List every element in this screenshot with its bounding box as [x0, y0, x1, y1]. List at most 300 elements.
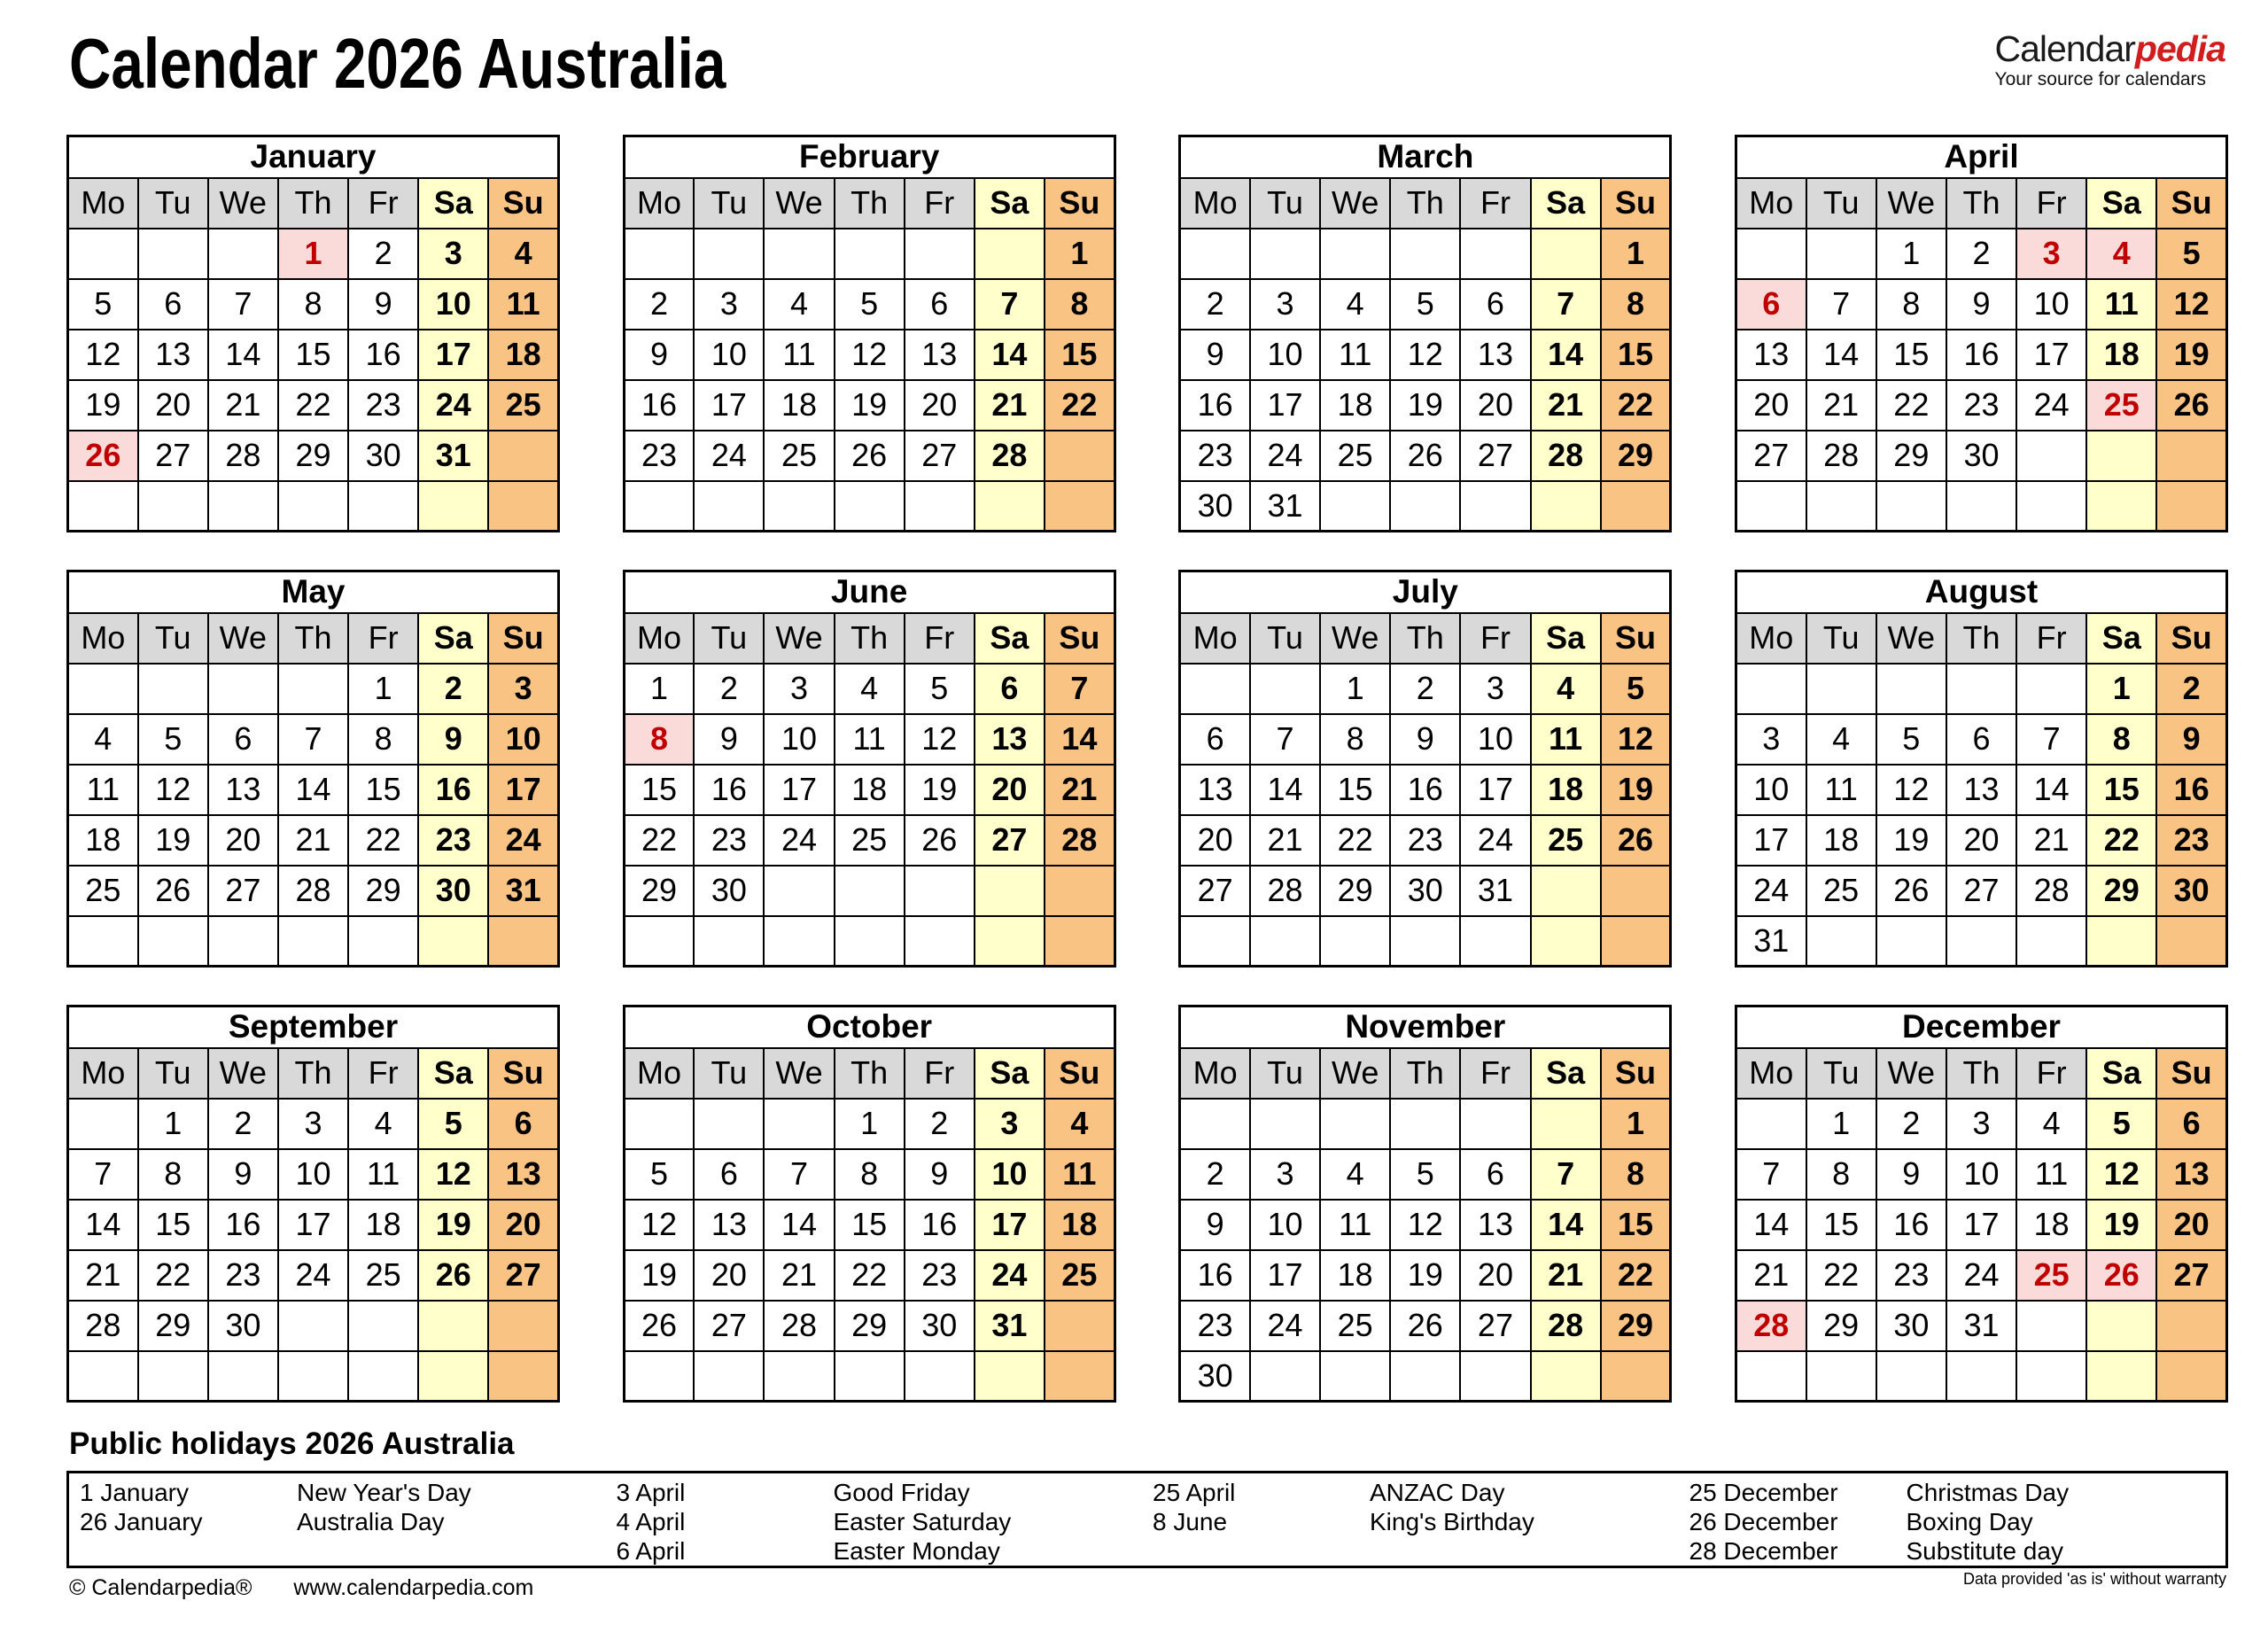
day-cell: 23	[1390, 815, 1460, 866]
day-cell: 2	[2156, 664, 2226, 714]
weekday-header-th: Th	[835, 613, 905, 664]
day-cell	[1601, 1351, 1671, 1402]
day-cell: 3	[1946, 1099, 2016, 1149]
day-cell: 26	[1876, 866, 1946, 916]
day-cell: 29	[1601, 431, 1671, 481]
day-cell: 1	[1876, 229, 1946, 279]
day-cell: 27	[1180, 866, 1250, 916]
day-cell: 11	[1320, 1200, 1390, 1250]
day-cell: 18	[488, 330, 558, 380]
day-cell: 28	[1045, 815, 1115, 866]
weekday-header-mo: Mo	[624, 178, 694, 229]
holiday-date: 1 January	[80, 1479, 189, 1506]
day-cell: 7	[1250, 714, 1320, 765]
day-cell	[1320, 1099, 1390, 1149]
day-cell: 5	[1390, 279, 1460, 330]
day-cell: 9	[694, 714, 764, 765]
day-cell	[1531, 1351, 1601, 1402]
day-cell: 12	[68, 330, 138, 380]
day-cell: 22	[624, 815, 694, 866]
day-cell	[278, 664, 348, 714]
day-cell: 8	[1876, 279, 1946, 330]
day-cell	[1045, 431, 1115, 481]
day-cell: 22	[835, 1250, 905, 1301]
day-cell: 7	[278, 714, 348, 765]
day-cell: 5	[2086, 1099, 2156, 1149]
day-cell: 10	[1250, 330, 1320, 380]
day-cell	[1736, 229, 1806, 279]
day-cell: 10	[418, 279, 488, 330]
weekday-header-fr: Fr	[348, 1048, 418, 1099]
holiday-name: Christmas Day	[1906, 1479, 2070, 1506]
day-cell: 8	[624, 714, 694, 765]
day-cell: 19	[2086, 1200, 2156, 1250]
day-cell	[1250, 916, 1320, 967]
day-cell: 4	[1531, 664, 1601, 714]
day-cell: 18	[1320, 1250, 1390, 1301]
weekday-header-sa: Sa	[2086, 178, 2156, 229]
day-cell: 19	[624, 1250, 694, 1301]
day-cell: 25	[1320, 431, 1390, 481]
weekday-header-tu: Tu	[138, 1048, 208, 1099]
day-cell: 4	[1806, 714, 1876, 765]
day-cell: 19	[1390, 380, 1460, 431]
day-cell: 4	[1045, 1099, 1115, 1149]
day-cell: 14	[1531, 330, 1601, 380]
day-cell	[348, 916, 418, 967]
day-cell: 3	[1250, 279, 1320, 330]
day-cell: 21	[2016, 815, 2086, 866]
day-cell: 16	[418, 765, 488, 815]
day-cell: 16	[1946, 330, 2016, 380]
day-cell: 11	[1806, 765, 1876, 815]
day-cell: 31	[1250, 481, 1320, 532]
day-cell: 31	[975, 1301, 1045, 1351]
weekday-header-fr: Fr	[1460, 178, 1530, 229]
day-cell: 30	[418, 866, 488, 916]
day-cell: 2	[348, 229, 418, 279]
day-cell: 1	[278, 229, 348, 279]
day-cell	[1876, 481, 1946, 532]
day-cell: 18	[2016, 1200, 2086, 1250]
day-cell: 25	[2016, 1250, 2086, 1301]
day-cell: 20	[905, 380, 975, 431]
month-october	[623, 1005, 1116, 1403]
day-cell: 15	[1876, 330, 1946, 380]
day-cell: 22	[278, 380, 348, 431]
day-cell: 8	[348, 714, 418, 765]
day-cell: 13	[1946, 765, 2016, 815]
day-cell: 18	[1320, 380, 1390, 431]
day-cell: 19	[1601, 765, 1671, 815]
weekday-header-we: We	[1320, 1048, 1390, 1099]
day-cell: 4	[488, 229, 558, 279]
day-cell: 25	[835, 815, 905, 866]
day-cell	[418, 1351, 488, 1402]
day-cell: 13	[138, 330, 208, 380]
weekday-header-we: We	[208, 178, 278, 229]
day-cell: 15	[835, 1200, 905, 1250]
day-cell: 9	[2156, 714, 2226, 765]
day-cell: 19	[138, 815, 208, 866]
day-cell: 3	[694, 279, 764, 330]
day-cell: 20	[1736, 380, 1806, 431]
day-cell	[1460, 1099, 1530, 1149]
day-cell: 18	[1531, 765, 1601, 815]
weekday-header-tu: Tu	[1250, 1048, 1320, 1099]
day-cell: 25	[68, 866, 138, 916]
weekday-header-su: Su	[488, 1048, 558, 1099]
day-cell: 3	[975, 1099, 1045, 1149]
holiday-column	[1689, 1478, 2226, 1566]
month-november	[1178, 1005, 1672, 1403]
day-cell: 18	[68, 815, 138, 866]
day-cell	[1531, 481, 1601, 532]
weekday-header-mo: Mo	[68, 178, 138, 229]
day-cell: 23	[905, 1250, 975, 1301]
months-grid	[66, 135, 2228, 1403]
day-cell: 22	[2086, 815, 2156, 866]
day-cell: 1	[1601, 1099, 1671, 1149]
day-cell: 30	[1180, 481, 1250, 532]
holidays-box	[66, 1471, 2228, 1568]
weekday-header-tu: Tu	[138, 178, 208, 229]
month-title: January	[68, 136, 559, 178]
weekday-header-we: We	[1320, 613, 1390, 664]
weekday-header-su: Su	[1601, 1048, 1671, 1099]
day-cell	[694, 1099, 764, 1149]
day-cell	[764, 481, 834, 532]
day-cell	[1320, 1351, 1390, 1402]
day-cell	[1460, 916, 1530, 967]
month-january	[66, 135, 560, 532]
day-cell: 26	[624, 1301, 694, 1351]
day-cell: 29	[2086, 866, 2156, 916]
day-cell: 31	[418, 431, 488, 481]
day-cell: 6	[2156, 1099, 2226, 1149]
weekday-header-we: We	[764, 178, 834, 229]
day-cell: 22	[348, 815, 418, 866]
day-cell	[68, 1099, 138, 1149]
day-cell: 8	[1806, 1149, 1876, 1200]
day-cell	[208, 1351, 278, 1402]
month-title: June	[624, 571, 1115, 613]
day-cell: 18	[348, 1200, 418, 1250]
day-cell: 12	[1390, 1200, 1460, 1250]
day-cell: 14	[764, 1200, 834, 1250]
day-cell: 16	[2156, 765, 2226, 815]
day-cell	[2016, 481, 2086, 532]
day-cell	[835, 1351, 905, 1402]
day-cell	[1045, 1301, 1115, 1351]
day-cell: 30	[905, 1301, 975, 1351]
weekday-header-mo: Mo	[1736, 178, 1806, 229]
day-cell: 10	[1460, 714, 1530, 765]
day-cell: 22	[138, 1250, 208, 1301]
day-cell: 5	[1601, 664, 1671, 714]
weekday-header-we: We	[208, 1048, 278, 1099]
day-cell: 5	[905, 664, 975, 714]
day-cell: 24	[764, 815, 834, 866]
day-cell	[1946, 481, 2016, 532]
holiday-date: 26 December	[1689, 1508, 1838, 1535]
day-cell: 30	[1946, 431, 2016, 481]
day-cell: 5	[835, 279, 905, 330]
day-cell: 5	[624, 1149, 694, 1200]
day-cell	[835, 229, 905, 279]
day-cell: 24	[2016, 380, 2086, 431]
day-cell	[208, 481, 278, 532]
day-cell: 18	[1045, 1200, 1115, 1250]
day-cell	[418, 481, 488, 532]
day-cell: 18	[764, 380, 834, 431]
day-cell: 9	[1180, 330, 1250, 380]
day-cell: 12	[418, 1149, 488, 1200]
day-cell: 15	[1045, 330, 1115, 380]
day-cell	[1946, 1351, 2016, 1402]
day-cell: 5	[1876, 714, 1946, 765]
day-cell	[278, 1301, 348, 1351]
weekday-header-mo: Mo	[1736, 1048, 1806, 1099]
day-cell: 14	[208, 330, 278, 380]
weekday-header-su: Su	[1045, 178, 1115, 229]
day-cell	[1601, 866, 1671, 916]
month-title: December	[1736, 1007, 2226, 1048]
day-cell: 21	[1250, 815, 1320, 866]
day-cell: 22	[1320, 815, 1390, 866]
day-cell: 30	[208, 1301, 278, 1351]
day-cell: 14	[1806, 330, 1876, 380]
day-cell	[1045, 916, 1115, 967]
day-cell: 1	[2086, 664, 2156, 714]
day-cell	[208, 664, 278, 714]
logo-tagline: Your source for calendars	[1994, 69, 2207, 90]
day-cell: 29	[278, 431, 348, 481]
month-may	[66, 570, 560, 968]
day-cell: 15	[1320, 765, 1390, 815]
disclaimer-text: Data provided 'as is' without warranty	[1962, 1570, 2226, 1588]
weekday-header-mo: Mo	[1180, 1048, 1250, 1099]
day-cell: 16	[694, 765, 764, 815]
day-cell: 21	[208, 380, 278, 431]
day-cell	[1876, 916, 1946, 967]
month-april	[1735, 135, 2228, 532]
day-cell: 18	[2086, 330, 2156, 380]
month-title: July	[1180, 571, 1671, 613]
day-cell: 20	[488, 1200, 558, 1250]
day-cell	[68, 1351, 138, 1402]
day-cell: 26	[1390, 1301, 1460, 1351]
month-title: November	[1180, 1007, 1671, 1048]
day-cell: 21	[1531, 1250, 1601, 1301]
day-cell: 24	[278, 1250, 348, 1301]
day-cell	[624, 481, 694, 532]
weekday-header-th: Th	[1946, 613, 2016, 664]
day-cell: 31	[488, 866, 558, 916]
day-cell: 27	[488, 1250, 558, 1301]
day-cell: 13	[694, 1200, 764, 1250]
day-cell: 7	[208, 279, 278, 330]
weekday-header-tu: Tu	[1250, 178, 1320, 229]
month-title: February	[624, 136, 1115, 178]
day-cell: 10	[2016, 279, 2086, 330]
day-cell: 19	[835, 380, 905, 431]
day-cell: 4	[764, 279, 834, 330]
website-link[interactable]: www.calendarpedia.com	[293, 1575, 534, 1600]
holiday-date: 3 April	[616, 1479, 686, 1506]
day-cell: 27	[905, 431, 975, 481]
day-cell	[1045, 1351, 1115, 1402]
weekday-header-tu: Tu	[694, 613, 764, 664]
month-september	[66, 1005, 560, 1403]
day-cell: 30	[1876, 1301, 1946, 1351]
day-cell: 7	[764, 1149, 834, 1200]
month-june	[623, 570, 1116, 968]
day-cell: 24	[418, 380, 488, 431]
day-cell: 3	[278, 1099, 348, 1149]
weekday-header-sa: Sa	[975, 1048, 1045, 1099]
day-cell: 17	[418, 330, 488, 380]
day-cell: 28	[764, 1301, 834, 1351]
day-cell: 2	[905, 1099, 975, 1149]
day-cell	[624, 229, 694, 279]
weekday-header-we: We	[1876, 178, 1946, 229]
day-cell: 19	[905, 765, 975, 815]
holiday-column	[1153, 1478, 1689, 1566]
weekday-header-mo: Mo	[624, 1048, 694, 1099]
day-cell: 13	[1460, 1200, 1530, 1250]
weekday-header-fr: Fr	[1460, 613, 1530, 664]
day-cell: 30	[694, 866, 764, 916]
day-cell: 31	[1736, 916, 1806, 967]
day-cell: 26	[905, 815, 975, 866]
day-cell: 20	[1460, 1250, 1530, 1301]
day-cell: 10	[764, 714, 834, 765]
logo-brand	[1995, 30, 2225, 68]
day-cell: 8	[1045, 279, 1115, 330]
day-cell	[1390, 1351, 1460, 1402]
day-cell: 20	[2156, 1200, 2226, 1250]
day-cell	[835, 866, 905, 916]
day-cell: 16	[1390, 765, 1460, 815]
day-cell: 4	[68, 714, 138, 765]
weekday-header-su: Su	[1601, 613, 1671, 664]
day-cell	[905, 916, 975, 967]
day-cell: 22	[1601, 380, 1671, 431]
day-cell: 13	[208, 765, 278, 815]
day-cell: 13	[1736, 330, 1806, 380]
day-cell: 8	[138, 1149, 208, 1200]
day-cell: 24	[1736, 866, 1806, 916]
weekday-header-th: Th	[835, 178, 905, 229]
day-cell: 3	[764, 664, 834, 714]
day-cell	[975, 866, 1045, 916]
day-cell: 2	[1390, 664, 1460, 714]
day-cell	[68, 229, 138, 279]
day-cell: 29	[348, 866, 418, 916]
day-cell: 28	[278, 866, 348, 916]
day-cell: 7	[975, 279, 1045, 330]
holiday-name: ANZAC Day	[1370, 1479, 1505, 1506]
day-cell	[2016, 664, 2086, 714]
day-cell	[1531, 866, 1601, 916]
day-cell: 5	[138, 714, 208, 765]
day-cell: 25	[1531, 815, 1601, 866]
day-cell	[1601, 916, 1671, 967]
day-cell: 2	[1180, 1149, 1250, 1200]
day-cell	[2016, 1351, 2086, 1402]
day-cell	[488, 1301, 558, 1351]
day-cell	[348, 1351, 418, 1402]
weekday-header-th: Th	[1946, 1048, 2016, 1099]
weekday-header-sa: Sa	[2086, 613, 2156, 664]
day-cell: 17	[488, 765, 558, 815]
weekday-header-su: Su	[1045, 613, 1115, 664]
day-cell: 23	[1946, 380, 2016, 431]
day-cell	[418, 916, 488, 967]
day-cell: 14	[1736, 1200, 1806, 1250]
weekday-header-tu: Tu	[1806, 178, 1876, 229]
day-cell: 2	[1876, 1099, 1946, 1149]
day-cell	[1390, 229, 1460, 279]
day-cell: 28	[208, 431, 278, 481]
day-cell: 13	[1460, 330, 1530, 380]
day-cell: 15	[1806, 1200, 1876, 1250]
day-cell: 26	[138, 866, 208, 916]
day-cell: 15	[1601, 1200, 1671, 1250]
day-cell	[1876, 1351, 1946, 1402]
day-cell	[2156, 916, 2226, 967]
day-cell: 1	[1045, 229, 1115, 279]
weekday-header-sa: Sa	[2086, 1048, 2156, 1099]
day-cell: 2	[624, 279, 694, 330]
day-cell	[1806, 664, 1876, 714]
day-cell: 11	[2016, 1149, 2086, 1200]
day-cell: 29	[1601, 1301, 1671, 1351]
day-cell: 21	[278, 815, 348, 866]
day-cell	[975, 1351, 1045, 1402]
holiday-name: Good Friday	[833, 1479, 970, 1506]
day-cell: 21	[975, 380, 1045, 431]
day-cell: 5	[68, 279, 138, 330]
weekday-header-tu: Tu	[694, 178, 764, 229]
day-cell: 7	[1806, 279, 1876, 330]
day-cell: 6	[1736, 279, 1806, 330]
day-cell: 6	[488, 1099, 558, 1149]
day-cell: 4	[1320, 279, 1390, 330]
day-cell	[764, 866, 834, 916]
day-cell	[1736, 1099, 1806, 1149]
day-cell: 10	[694, 330, 764, 380]
day-cell	[2086, 916, 2156, 967]
day-cell: 28	[975, 431, 1045, 481]
holiday-name: Boxing Day	[1906, 1508, 2033, 1535]
day-cell: 14	[1045, 714, 1115, 765]
day-cell: 1	[348, 664, 418, 714]
weekday-header-fr: Fr	[1460, 1048, 1530, 1099]
day-cell: 2	[694, 664, 764, 714]
day-cell: 6	[975, 664, 1045, 714]
month-february	[623, 135, 1116, 532]
weekday-header-fr: Fr	[2016, 613, 2086, 664]
day-cell: 3	[488, 664, 558, 714]
day-cell: 2	[418, 664, 488, 714]
weekday-header-mo: Mo	[1180, 613, 1250, 664]
day-cell	[764, 1351, 834, 1402]
day-cell: 17	[1736, 815, 1806, 866]
day-cell: 3	[1250, 1149, 1320, 1200]
day-cell	[138, 664, 208, 714]
